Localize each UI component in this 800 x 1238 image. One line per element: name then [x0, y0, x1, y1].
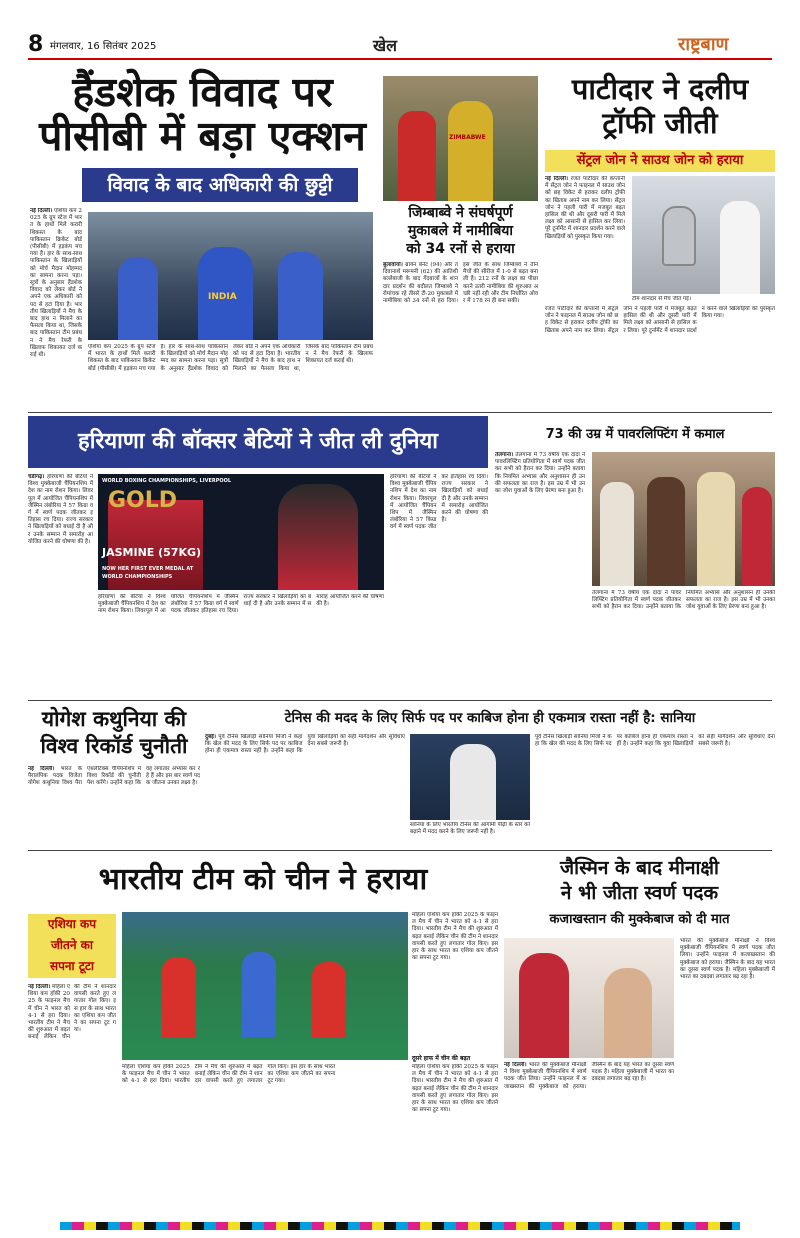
- story2-headline: जिम्बाब्वे ने संघर्षपूर्ण मुकाबले में नामीबिया को 34 रनों से हराया: [406, 205, 515, 257]
- person-figure: [742, 487, 772, 586]
- story8-body: नई दिल्ली। महिला एशिया कप हॉकी 2025 के फाइनल मैच में चीन ने भारत को 4-1 से हरा दिया। भारतीय टीम ने मैच की शुरुआत में बढ़त बनाई लेकिन चीन की टीम ने शानदार वापसी करते हुए लगातार गोल किए। इस हार के साथ भारत का एशिया कप जीतने का सपना टूट गया।: [28, 984, 116, 1041]
- registration-bar: [60, 1222, 740, 1230]
- story8-subhead: एशिया कप जीतने का सपना टूटा: [28, 914, 116, 978]
- section-label: खेल: [373, 36, 397, 55]
- story9-photo: [504, 938, 674, 1058]
- story8-photo: [122, 912, 408, 1060]
- story7-body: दुबई। पूर्व टेनिस खिलाड़ी सानिया मिर्जा ने कहा कि खेल की मदद के लिए सिर्फ पद पर काबिज होना ही एकमात्र रास्ता नहीं है। उन्होंने कहा कि युवा खिलाड़ियों को सही मार्गदर्शन और सुविधाएं देना सबसे जरूरी है।: [205, 734, 405, 755]
- story5-photo: [592, 452, 775, 586]
- issue-date: मंगलवार, 16 सितंबर 2025: [50, 41, 157, 52]
- story6-body: नई दिल्ली। भारत के पैरालंपिक पदक विजेता योगेश कथुनिया विश्व पैरा एथलेटिक्स चैंपियनशिप में विश्व रिकॉर्ड की चुनौती पेश करेंगे। उन्होंने कहा कि वह लगातार अभ्यास कर रहे हैं और इस बार स्वर्ण पदक जीतना उनका लक्ष्य है।: [28, 766, 200, 787]
- player-figure: [278, 252, 323, 340]
- story4-headline: हरियाणा की बॉक्सर बेटियों ने जीत ली दुनिया: [28, 416, 488, 468]
- story3-headline: पाटीदार ने दलीप ट्रॉफी जीती: [571, 72, 749, 140]
- story4-body: चंडीगढ़। हरियाणा की बेटियों ने विश्व मुक्केबाजी चैंपियनशिप में देश का नाम रोशन किया। लिवरपूल में आयोजित चैंपियनशिप में जैस्मिन लंबोरिया ने 57 किग्रा वर्ग में स्वर्ण पदक जीतकर इतिहास रच दिया। राज्य सरकार ने खिलाड़ियों को बधाई दी है और उनके सम्मान में समारोह आयोजित करने की घोषणा की है।: [28, 474, 93, 545]
- player-figure: [162, 957, 196, 1037]
- story8-body-col2: महिला एशिया कप हॉकी 2025 के फाइनल मैच में चीन ने भारत को 4-1 से हरा दिया। भारतीय टीम ने मैच की शुरुआत में बढ़त बनाई लेकिन चीन की टीम ने शानदार वापसी करते हुए लगातार गोल किए। इस हार के साथ भारत का एशिया कप जीतने का सपना टूट गया।: [412, 1064, 498, 1114]
- story7-headline: टेनिस की मदद के लिए सिर्फ पद पर काबिज होना ही एकमात्र रास्ता नहीं है: सानिया: [284, 710, 696, 726]
- boxer-figure: [604, 968, 652, 1058]
- story1-body: नई दिल्ली। एशिया कप 2025 के ग्रुप स्टेज में भारत के हाथों मिले करारी शिकस्त के बाद पाकिस्तान क्रिकेट बोर्ड (पीसीबी) में हड़कंप मच गया है। हार के साथ-साथ पाकिस्तान के खिलाड़ियों को मोर्च मैदान मोहम्मद का सामना करना पड़ा। सूत्रों के अनुसार हैंडशेक विवाद को लेकर बोर्ड ने अपने एक अधिकारी को पद से हटा दिया है। भारतीय खिलाड़ियों ने मैच के बाद हाथ न मिलाने का फैसला किया था, जिसके बाद पाकिस्तान टीम प्रबंधन ने मैच रेफरी के खिलाफ शिकायत दर्ज कराई थी।: [30, 208, 82, 359]
- story8-byline: दूसरे हाफ में चीन की बढ़त: [412, 1055, 471, 1062]
- jersey-text: INDIA: [208, 292, 237, 302]
- story4-photo: [98, 474, 384, 590]
- story9-headline: जैस्मिन के बाद मीनाक्षी ने भी जीता स्वर्ण पदक: [560, 857, 719, 904]
- story9-body-col: भारत की मुक्केबाज मीनाक्षी ने विश्व मुक्केबाजी चैंपियनशिप में स्वर्ण पदक जीत लिया। उन्होंने फाइनल में कजाखस्तान की मुक्केबाज को हराया। जैस्मिन के बाद यह भारत का दूसरा स्वर्ण पदक है। महिला मुक्केबाजी में भारत का दबदबा लगातार बढ़ रहा है।: [680, 938, 775, 981]
- story3-subhead: सेंट्रल जोन ने साउथ जोन को हराया: [545, 150, 775, 172]
- jersey-text: ZIMBABWE: [449, 134, 486, 141]
- masthead: [28, 30, 772, 60]
- story5-headline: 73 की उम्र में पावरलिफ्टिंग में कमाल: [545, 427, 725, 442]
- photo-line2: WORLD CHAMPIONSHIPS: [102, 574, 173, 580]
- story2-photo: [383, 76, 538, 201]
- person-figure: [600, 482, 634, 586]
- person-figure: [697, 472, 735, 586]
- story4-body-col: हरियाणा की बेटियों ने विश्व मुक्केबाजी चैंपियनशिप में देश का नाम रोशन किया। लिवरपूल में आयोजित चैंपियनशिप में जैस्मिन लंबोरिया ने 57 किग्रा वर्ग में स्वर्ण पदक जीतकर इतिहास रच दिया। राज्य सरकार ने खिलाड़ियों को बधाई दी है और उनके सम्मान में समारोह आयोजित करने की घोषणा की है।: [390, 474, 488, 531]
- story7-photo: [410, 734, 530, 820]
- photo-line1: NOW HER FIRST EVER MEDAL AT: [102, 566, 194, 572]
- story9-body: नई दिल्ली। भारत की मुक्केबाज मीनाक्षी ने विश्व मुक्केबाजी चैंपियनशिप में स्वर्ण पदक जीत लिया। उन्होंने फाइनल में कजाखस्तान की मुक्केबाज को हराया। जैस्मिन के बाद यह भारत का दूसरा स्वर्ण पदक है। महिला मुक्केबाजी में भारत का दबदबा लगातार बढ़ रहा है।: [504, 1062, 674, 1090]
- story8-body-col: महिला एशिया कप हॉकी 2025 के फाइनल मैच में चीन ने भारत को 4-1 से हरा दिया। भारतीय टीम ने मैच की शुरुआत में बढ़त बनाई लेकिन चीन की टीम ने शानदार वापसी करते हुए लगातार गोल किए। इस हार के साथ भारत का एशिया कप जीतने का सपना टूट गया।: [412, 912, 498, 962]
- story4-body-cont: हरियाणा की बेटियों ने विश्व मुक्केबाजी चैंपियनशिप में देश का नाम रोशन किया। लिवरपूल में आयोजित चैंपियनशिप में जैस्मिन लंबोरिया ने 57 किग्रा वर्ग में स्वर्ण पदक जीतकर इतिहास रच दिया। राज्य सरकार ने खिलाड़ियों को बधाई दी है और उनके सम्मान में समारोह आयोजित करने की घोषणा की है।: [98, 594, 384, 615]
- player-figure: [312, 962, 346, 1037]
- player-figure: [118, 257, 158, 340]
- story3-caption: टीम शानदार से मैच जीत गई।: [632, 296, 692, 302]
- story5-body-cont: तेलंगाना में 73 वर्षीय एक दादा ने पावरलिफ्टिंग प्रतियोगिता में स्वर्ण पदक जीतकर सभी को हैरान कर दिया। उन्होंने बताया कि नियमित अभ्यास और अनुशासन ही उनकी सफलता का राज है। इस उम्र में भी उनका जोश युवाओं के लिए प्रेरणा बना हुआ है।: [592, 590, 775, 611]
- photo-name: JASMINE (57KG): [102, 546, 202, 559]
- player-figure: [242, 952, 276, 1037]
- player-figure: [448, 101, 493, 201]
- player-figure: [720, 201, 760, 294]
- trophy-icon: [662, 206, 696, 266]
- page-number: 8: [28, 32, 44, 57]
- story5-body: तेलंगाना। तेलंगाना में 73 वर्षीय एक दादा ने पावरलिफ्टिंग प्रतियोगिता में स्वर्ण पदक जीतकर सभी को हैरान कर दिया। उन्होंने बताया कि नियमित अभ्यास और अनुशासन ही उनकी सफलता का राज है। इस उम्र में भी उनका जोश युवाओं के लिए प्रेरणा बना हुआ है।: [495, 452, 585, 495]
- story1-body-cont: एशिया कप 2025 के ग्रुप स्टेज में भारत के हाथों मिले करारी शिकस्त के बाद पाकिस्तान क्रिकेट बोर्ड (पीसीबी) में हड़कंप मच गया है। हार के साथ-साथ पाकिस्तान के खिलाड़ियों को मोर्च मैदान मोहम्मद का सामना करना पड़ा। सूत्रों के अनुसार हैंडशेक विवाद को लेकर बोर्ड ने अपने एक अधिकारी को पद से हटा दिया है। भारतीय खिलाड़ियों ने मैच के बाद हाथ न मिलाने का फैसला किया था, जिसके बाद पाकिस्तान टीम प्रबंधन ने मैच रेफरी के खिलाफ शिकायत दर्ज कराई थी।: [88, 344, 373, 372]
- photo-banner: WORLD BOXING CHAMPIONSHIPS, LIVERPOOL: [102, 478, 232, 484]
- story1-photo: [88, 212, 373, 340]
- brand-logo: राष्ट्रबाण: [678, 34, 729, 55]
- story8-headline: भारतीय टीम को चीन ने हराया: [98, 862, 428, 897]
- story9-subhead: कजाखस्तान की मुक्केबाज को दी मात: [549, 912, 730, 927]
- story8-body-cont: महिला एशिया कप हॉकी 2025 के फाइनल मैच में चीन ने भारत को 4-1 से हरा दिया। भारतीय टीम ने मैच की शुरुआत में बढ़त बनाई लेकिन चीन की टीम ने शानदार वापसी करते हुए लगातार गोल किए। इस हार के साथ भारत का एशिया कप जीतने का सपना टूट गया।: [122, 1064, 336, 1085]
- person-figure: [647, 477, 685, 586]
- story3-photo: [632, 176, 775, 294]
- story7-body-cont: पूर्व टेनिस खिलाड़ी सानिया मिर्जा ने कहा कि खेल की मदद के लिए सिर्फ पद पर काबिज होना ही एकमात्र रास्ता नहीं है। उन्होंने कहा कि युवा खिलाड़ियों को सही मार्गदर्शन और सुविधाएं देना सबसे जरूरी है।: [535, 734, 775, 748]
- player-figure: [450, 744, 496, 820]
- player-figure: [398, 111, 436, 201]
- boxer-figure: [519, 953, 569, 1058]
- boxer-figure: [278, 484, 358, 590]
- story1-subhead: विवाद के बाद अधिकारी की छुट्टी: [82, 168, 358, 202]
- story1-headline: हैंडशेक विवाद पर पीसीबी में बड़ा एक्शन: [39, 68, 366, 161]
- story3-body-cont: रजत पाटीदार की कप्तानी में सेंट्रल जोन ने फाइनल में साउथ जोन को छह विकेट से हराकर दलीप ट्रॉफी का खिताब अपने नाम कर लिया। सेंट्रल जोन ने पहली पारी में मजबूत बढ़त हासिल की थी और दूसरी पारी में मिले लक्ष्य को आसानी से हासिल कर लिया। पूरे टूर्नामेंट में शानदार प्रदर्शन करने वाले खिलाड़ियों को पुरस्कृत किया गया।: [545, 306, 775, 334]
- photo-gold-text: GOLD: [108, 488, 178, 513]
- story7-caption: सानिया के लिए भारतीय टेनिस की आगामी पीढ़ी के स्तर को बढ़ाने में मदद करने के लिए जरूरी नहीं है।: [410, 822, 530, 836]
- story2-body: बुलावायो। ब्रायन बेनेट (94) और तदिवानाशे मरूमनी (62) की आतिशी बल्लेबाजी के बाद गेंदबाजों के शानदार प्रदर्शन की बदौलत जिम्बाब्वे ने रोमांचक रहे तीसरे टी-20 मुकाबले में नामीबिया को 34 रनों से हरा दिया। इस जीत के साथ जिम्बाब्वे ने तीन मैचों की सीरीज में 1-0 से बढ़त बना ली है। 212 रनों के लक्ष्य का पीछा करने उतरी नामीबिया की शुरुआत अच्छी नहीं रही और टीम निर्धारित ओवर में 178 रन ही बना सकी।: [383, 262, 538, 305]
- story3-body: नई दिल्ली। रजत पाटीदार की कप्तानी में सेंट्रल जोन ने फाइनल में साउथ जोन को छह विकेट से हराकर दलीप ट्रॉफी का खिताब अपने नाम कर लिया। सेंट्रल जोन ने पहली पारी में मजबूत बढ़त हासिल की थी और दूसरी पारी में मिले लक्ष्य को आसानी से हासिल कर लिया। पूरे टूर्नामेंट में शानदार प्रदर्शन करने वाले खिलाड़ियों को पुरस्कृत किया गया।: [545, 176, 625, 240]
- story6-headline: योगेश कथुनिया की विश्व रिकॉर्ड चुनौती: [40, 707, 188, 758]
